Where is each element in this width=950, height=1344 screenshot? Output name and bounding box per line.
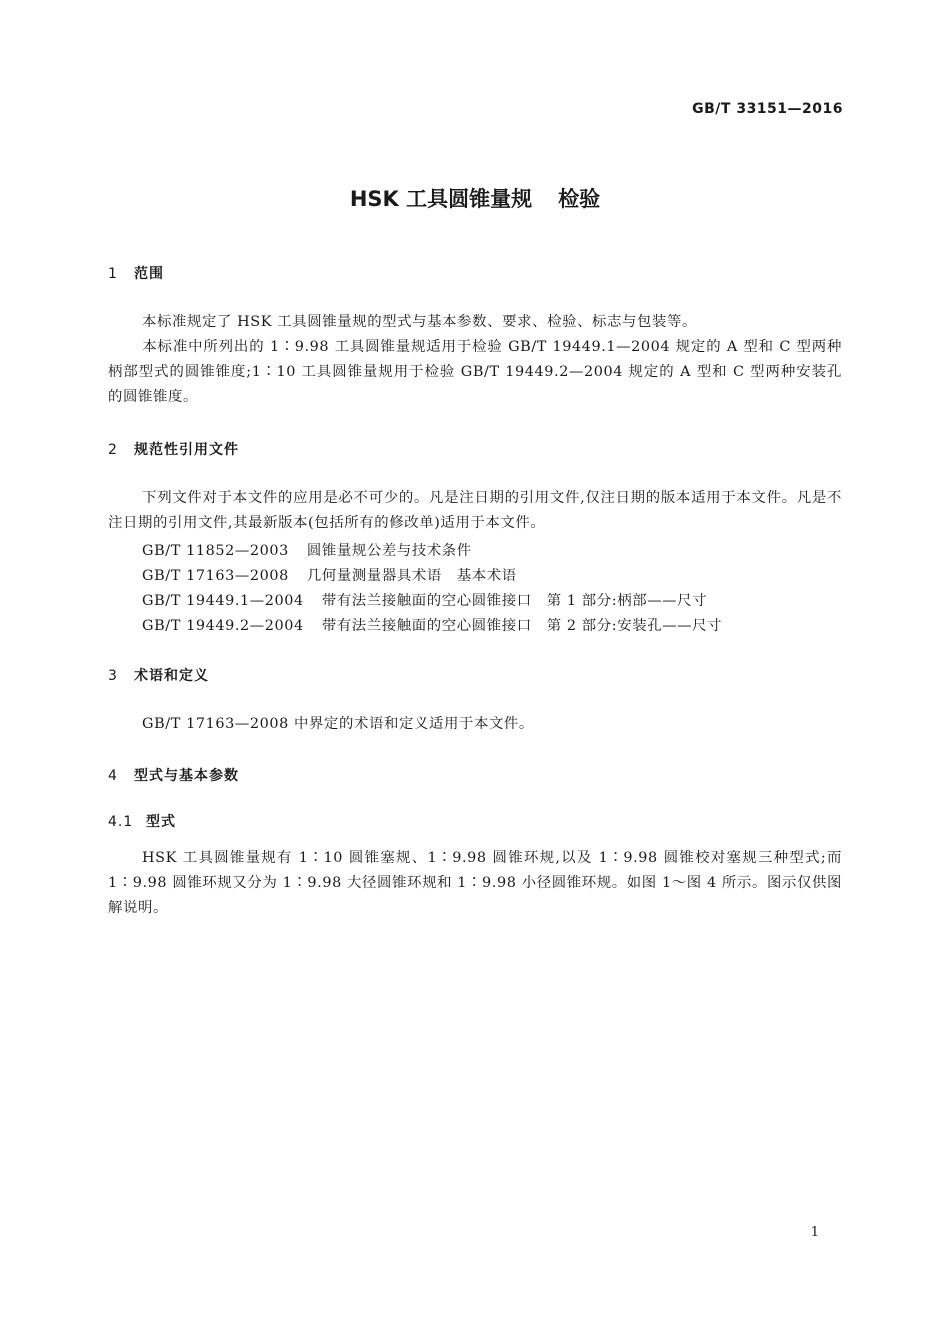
section-1-heading <box>108 263 164 283</box>
section-4-1-heading <box>108 811 176 831</box>
section-title: 规范性引用文件 <box>134 442 239 458</box>
reference-code: GB/T 19449.2—2004 <box>142 618 304 634</box>
section-1-paragraph-2: 本标准中所列出的 1∶9.98 工具圆锥量规适用于检验 GB/T 19449.1—2004 规定的 A 型和 C 型两种柄部型式的圆锥锥度;1∶10 工具圆锥量规用于检验 GB/T 19449.2—2004 规定的 A 型和 C 型两种安装孔的圆锥锥度。 <box>108 339 842 405</box>
reference-code: GB/T 11852—2003 <box>142 543 289 559</box>
section-4-heading <box>108 765 239 785</box>
section-2-paragraph-1: 下列文件对于本文件的应用是必不可少的。凡是注日期的引用文件,仅注日期的版本适用于本文件。凡是不注日期的引用文件,其最新版本(包括所有的修改单)适用于本文件。 <box>108 490 842 531</box>
section-title: 型式 <box>146 814 176 830</box>
section-2-heading <box>108 439 239 459</box>
section-title: 型式与基本参数 <box>134 768 239 784</box>
standard-code: GB/T 33151—2016 <box>692 101 843 117</box>
section-number: 4 <box>108 768 118 784</box>
reference-title: 带有法兰接触面的空心圆锥接口 第 1 部分:柄部——尺寸 <box>321 593 708 609</box>
section-4-1-paragraph-1: HSK 工具圆锥量规有 1∶10 圆锥塞规、1∶9.98 圆锥环规,以及 1∶9.98 圆锥校对塞规三种型式;而 1∶9.98 圆锥环规又分为 1∶9.98 大径圆锥环规和 1∶9.98 小径圆锥环规。如图 1～图 4 所示。图示仅供图解说明。 <box>108 850 842 916</box>
title-suffix: 检验 <box>558 187 601 211</box>
normative-reference-item <box>142 539 472 560</box>
section-number: 3 <box>108 668 118 684</box>
section-title: 术语和定义 <box>134 668 209 684</box>
title-main: HSK 工具圆锥量规 <box>349 187 533 211</box>
section-number: 4.1 <box>108 814 134 830</box>
section-1-paragraph-1: 本标准规定了 HSK 工具圆锥量规的型式与基本参数、要求、检验、标志与包装等。 <box>142 314 697 330</box>
section-3-heading <box>108 665 209 685</box>
reference-title: 圆锥量规公差与技术条件 <box>306 543 472 559</box>
normative-reference-item <box>142 614 722 635</box>
page-number: 1 <box>810 1225 819 1240</box>
section-number: 1 <box>108 266 118 282</box>
section-3-paragraph-1: GB/T 17163—2008 中界定的术语和定义适用于本文件。 <box>142 716 534 732</box>
reference-title: 带有法兰接触面的空心圆锥接口 第 2 部分:安装孔——尺寸 <box>321 618 723 634</box>
section-title: 范围 <box>134 266 164 282</box>
normative-reference-item <box>142 589 707 610</box>
reference-code: GB/T 17163—2008 <box>142 568 289 584</box>
reference-title: 几何量测量器具术语 基本术语 <box>306 568 517 584</box>
reference-code: GB/T 19449.1—2004 <box>142 593 304 609</box>
normative-reference-item <box>142 564 517 585</box>
document-title <box>0 183 950 213</box>
section-number: 2 <box>108 442 118 458</box>
